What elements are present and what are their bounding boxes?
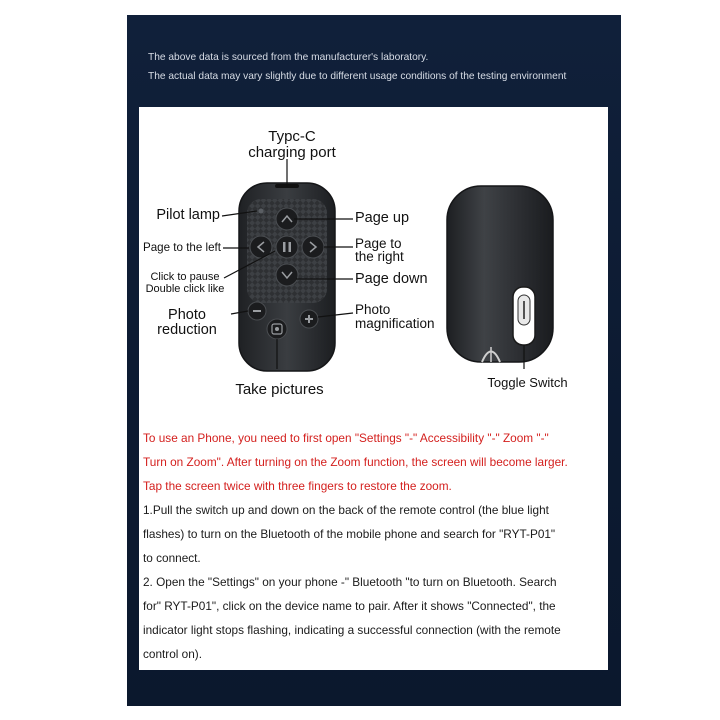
instruction-red-line-2: Turn on Zoom". After turning on the Zoom function, the screen will become larger.	[143, 455, 568, 469]
instruction-line-7: control on).	[143, 647, 203, 661]
label-charging-port: Typc-C charging port	[248, 128, 336, 161]
toggle-switch[interactable]	[513, 287, 535, 345]
instruction-red-line-1: To use an Phone, you need to first open "Settings "-" Accessibility "-" Zoom "-"	[143, 431, 549, 445]
disclaimer-line-1: The above data is sourced from the manufacturer's laboratory.	[148, 52, 429, 63]
photo-reduction-button[interactable]	[248, 302, 266, 320]
remote-back	[447, 186, 553, 369]
label-page-down: Page down	[355, 271, 428, 287]
instruction-line-6: indicator light stops flashing, indicating a successful connection (with the remote	[143, 623, 561, 637]
instruction-line-5: for" RYT-P01", click on the device name to pair. After it shows "Connected", the	[143, 599, 556, 613]
disclaimer-line-2: The actual data may vary slightly due to different usage conditions of the testing environment	[148, 71, 567, 82]
instruction-red-line-3: Tap the screen twice with three fingers to restore the zoom.	[143, 479, 452, 493]
instruction-line-2: flashes) to turn on the Bluetooth of the mobile phone and search for "RYT-P01"	[143, 527, 556, 541]
label-click-pause: Click to pause Double click like	[145, 271, 225, 295]
label-take-pictures: Take pictures	[235, 381, 324, 398]
label-photo-reduction: Photo reduction	[157, 307, 217, 338]
instruction-line-4: 2. Open the "Settings" on your phone -" Bluetooth "to turn on Bluetooth. Search	[143, 575, 557, 589]
label-photo-magnification: Photo magnification	[355, 302, 435, 331]
photo-magnification-button[interactable]	[300, 310, 318, 328]
label-toggle-switch: Toggle Switch	[487, 375, 568, 390]
take-picture-button[interactable]	[267, 319, 287, 339]
label-pilot-lamp: Pilot lamp	[156, 207, 220, 223]
label-page-right: Page to the right	[355, 236, 404, 264]
pause-like-button[interactable]	[276, 236, 298, 258]
page-right-button[interactable]	[302, 236, 324, 258]
instruction-line-3: to connect.	[143, 551, 201, 565]
page-down-button[interactable]	[276, 264, 298, 286]
label-page-up: Page up	[355, 210, 410, 226]
instruction-line-1: 1.Pull the switch up and down on the back of the remote control (the blue light	[143, 503, 549, 517]
label-page-left: Page to the left	[143, 241, 221, 254]
